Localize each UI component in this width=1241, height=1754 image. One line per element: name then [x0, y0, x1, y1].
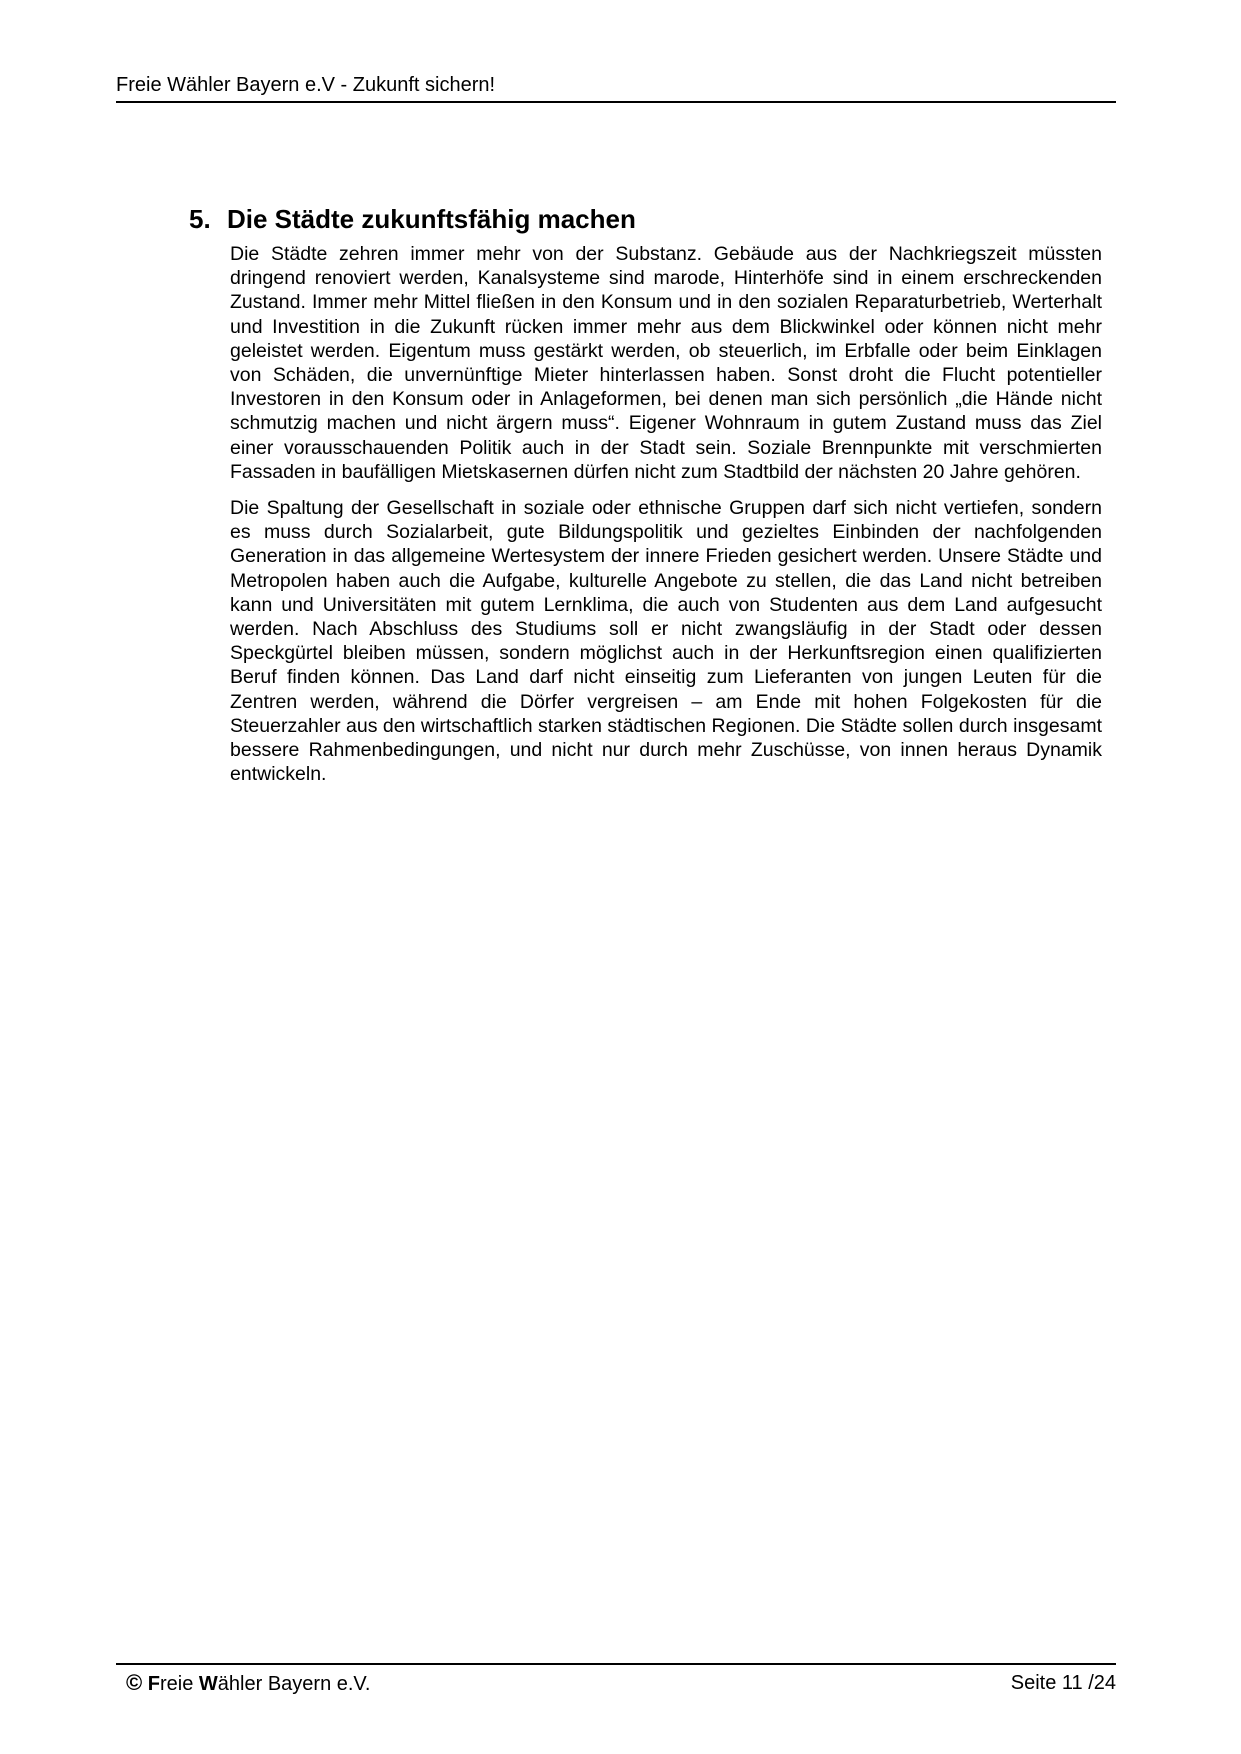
footer-divider: [116, 1663, 1116, 1665]
org-name-part1: reie: [160, 1673, 199, 1695]
header-divider: [116, 101, 1116, 103]
section-body: [230, 242, 1102, 798]
footer-copyright: [126, 1671, 371, 1696]
paragraph: Die Städte zehren immer mehr von der Substanz. Gebäude aus der Nachkriegszeit müssten dringend renoviert werden, Kanalsysteme sind marode, Hinterhöfe sind in einem erschreckenden Zustand. Immer mehr Mittel fließen in den Konsum und in den sozialen Reparaturbetrieb, Werterhalt und Investition in die Zukunft rücken immer mehr aus dem Blickwinkel oder können nicht mehr geleistet werden. Eigentum muss gestärkt werden, ob steuerlich, im Erbfalle oder beim Einklagen von Schäden, die unvernünftige Mieter hinterlassen haben. Sonst droht die Flucht potentieller Investoren in den Konsum oder in Anlageformen, bei denen man sich persönlich „die Hände nicht schmutzig machen und nicht ärgern muss“. Eigener Wohnraum in gutem Zustand muss das Ziel einer vorausschauenden Politik auch in der Stadt sein. Soziale Brennpunkte mit verschmierten Fassaden in baufälligen Mietskasernen dürfen nicht zum Stadtbild der nächsten 20 Jahre gehören.: [230, 243, 1102, 483]
section-heading: [189, 202, 636, 236]
header-text: Freie Wähler Bayern e.V - Zukunft sichern!: [116, 74, 496, 96]
copyright-icon: ©: [126, 1670, 143, 1695]
page-footer: [126, 1671, 1116, 1697]
org-name-part2: ähler Bayern e.V.: [217, 1673, 371, 1695]
org-initial-f: F: [147, 1673, 160, 1695]
org-initial-w: W: [198, 1673, 218, 1695]
paragraph: Die Spaltung der Gesellschaft in soziale oder ethnische Gruppen darf sich nicht vertiefen, sondern es muss durch Sozialarbeit, gute Bildungspolitik und gezieltes Einbinden der nachfolgenden Generation in das allgemeine Wertesystem der innere Frieden gesichert werden. Unsere Städte und Metropolen haben auch die Aufgabe, kulturelle Angebote zu stellen, die das Land nicht betreiben kann und Universitäten mit gutem Lernklima, die auch von Studenten aus dem Land aufgesucht werden. Nach Abschluss des Studiums soll er nicht zwangsläufig in der Stadt oder dessen Speckgürtel bleiben müssen, sondern möglichst auch in der Herkunftsregion einen qualifizierten Beruf finden können. Das Land darf nicht einseitig zum Lieferanten von jungen Leuten für die Zentren werden, während die Dörfer vergreisen – am Ende mit hohen Folgekosten für die Steuerzahler aus den wirtschaftlich starken städtischen Regionen. Die Städte sollen durch insgesamt bessere Rahmenbedingungen, und nicht nur durch mehr Zuschüsse, von innen heraus Dynamik entwickeln.: [230, 497, 1102, 786]
page-header: [116, 73, 1116, 101]
section-title-text: Die Städte zukunftsfähig machen: [227, 204, 636, 234]
section-number: 5.: [189, 204, 211, 234]
page-number: Seite 11 /24: [1010, 1672, 1116, 1694]
